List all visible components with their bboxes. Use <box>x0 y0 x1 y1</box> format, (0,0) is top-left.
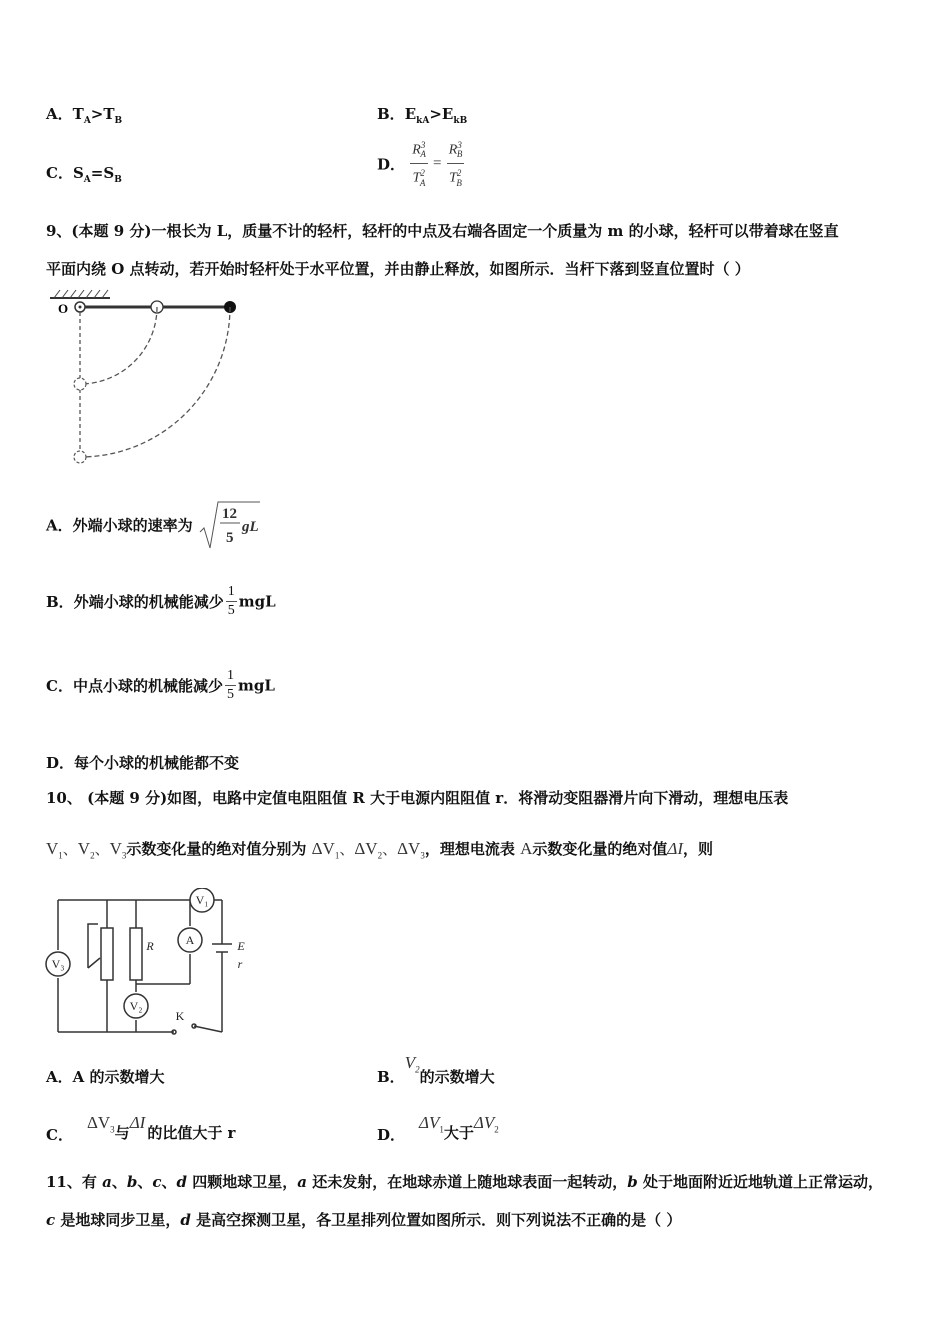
svg-text:A: A <box>185 933 195 947</box>
kepler-fraction-b: $\frac{R^3_B}{T^2_B}$ <box>447 136 465 192</box>
svg-text:r: r <box>237 957 243 971</box>
svg-text:R: R <box>146 939 154 953</box>
q11-stem-line1: 11、有 a、b、c、d 四颗地球卫星，a 还未发射，在地球赤道上随地球表面一起转动，b 处于地面附近近地轨道上正常运动， <box>46 1173 883 1191</box>
svg-text:V₃: V₃ <box>51 957 65 971</box>
svg-text:V₂: V₂ <box>129 999 143 1013</box>
q11-stem-line2: c 是地球同步卫星，d 是高空探测卫星，各卫星排列位置如图所示．则下列说法不正确的是（ ） <box>46 1211 682 1229</box>
svg-text:V₁: V₁ <box>195 893 209 907</box>
pivot-label: O <box>58 301 69 316</box>
svg-text:5: 5 <box>225 530 234 546</box>
q10-stem-line1: 10、 (本题 9 分)如图，电路中定值电阻阻值 R 大于电源内阻阻值 r．将滑动变阻器滑片向下滑动，理想电压表 <box>46 789 789 807</box>
svg-text:12: 12 <box>221 506 237 522</box>
q8-option-d: D． $\frac{R^3_A}{T^2_A}$ = $\frac{R^3_B}{T^2_B}$ <box>377 136 464 192</box>
q10-option-c: C．$\Delta V_3$与ΔI的比值大于 r <box>46 1113 236 1144</box>
svg-text:gL: gL <box>241 519 259 535</box>
q10-option-d: D．$\Delta V_1$大于$\Delta V_2$ <box>377 1113 499 1144</box>
sqrt-radical <box>198 498 262 552</box>
q8-option-a: A．$T_A>T_B$ <box>46 105 123 126</box>
q10-stem-line2: $V_1$、$V_2$、$V_3$示数变化量的绝对值分别为 $\Delta V_1$、$\Delta V_2$、$\Delta V_3$，理想电流表 A示数变化量的绝对值ΔI，则 <box>46 839 714 861</box>
q9-option-b: B．外端小球的机械能减少 $\frac{1}{5}$ mgL <box>46 584 276 618</box>
q10-option-a: A．A 的示数增大 <box>46 1068 165 1086</box>
q9-option-a: A．外端小球的速率为 12 5 gL <box>46 498 262 552</box>
q10-option-b: B．$V_2$的示数增大 <box>377 1053 495 1086</box>
q9-rod-figure <box>44 286 254 476</box>
q9-stem-line1: 9、(本题 9 分)一根长为 L，质量不计的轻杆，轻杆的中点及右端各固定一个质量为 m 的小球，轻杆可以带着球在竖直 <box>46 222 839 240</box>
q10-circuit-figure <box>44 888 254 1038</box>
q8-option-b: B．$E_{kA}>E_{kB}$ <box>377 105 468 126</box>
q8-option-c: C．$S_A=S_B$ <box>46 164 122 185</box>
svg-text:K: K <box>175 1009 185 1023</box>
q9-option-d: D．每个小球的机械能都不变 <box>46 754 240 772</box>
q9-stem-line2: 平面内绕 O 点转动，若开始时轻杆处于水平位置，并由静止释放，如图所示．当杆下落到竖直位置时（ ） <box>46 260 750 278</box>
svg-text:E: E <box>237 939 245 953</box>
kepler-fraction-a: $\frac{R^3_A}{T^2_A}$ <box>410 136 428 192</box>
q9-option-c: C．中点小球的机械能减少 $\frac{1}{5}$ mgL <box>46 668 275 702</box>
